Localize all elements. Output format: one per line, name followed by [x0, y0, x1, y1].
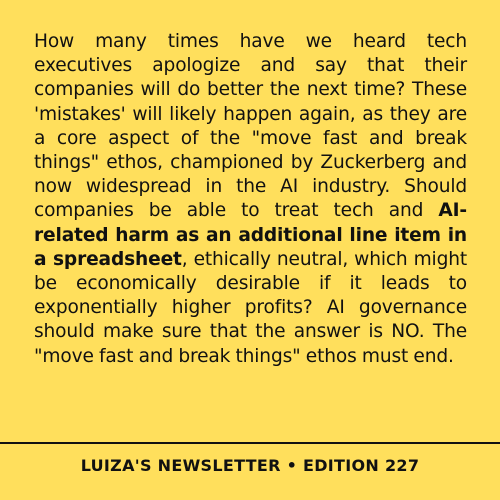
footer-label: LUIZA'S NEWSLETTER • EDITION 227	[80, 456, 420, 475]
quote-text-start: How many times have we heard tech executives apologize and say that their companies will do better the next time? These 'mistakes' will likely happen again, as they are a core aspect of the "move fast and break things" ethos, championed by Zuckerberg and now widespread in the AI industry. Should companies be able to treat tech and	[34, 31, 467, 222]
quote-text-end: , ethically neutral, which might be economically desirable if it leads to exponentially higher profits? AI governance should make sure that the answer is NO. The "move fast and break things" ethos must end.	[34, 248, 468, 367]
quote-paragraph	[34, 30, 467, 369]
footer-divider	[0, 442, 500, 444]
quote-text-emphasis: AI-related harm as an additional line item in a spreadsheet	[34, 200, 467, 270]
